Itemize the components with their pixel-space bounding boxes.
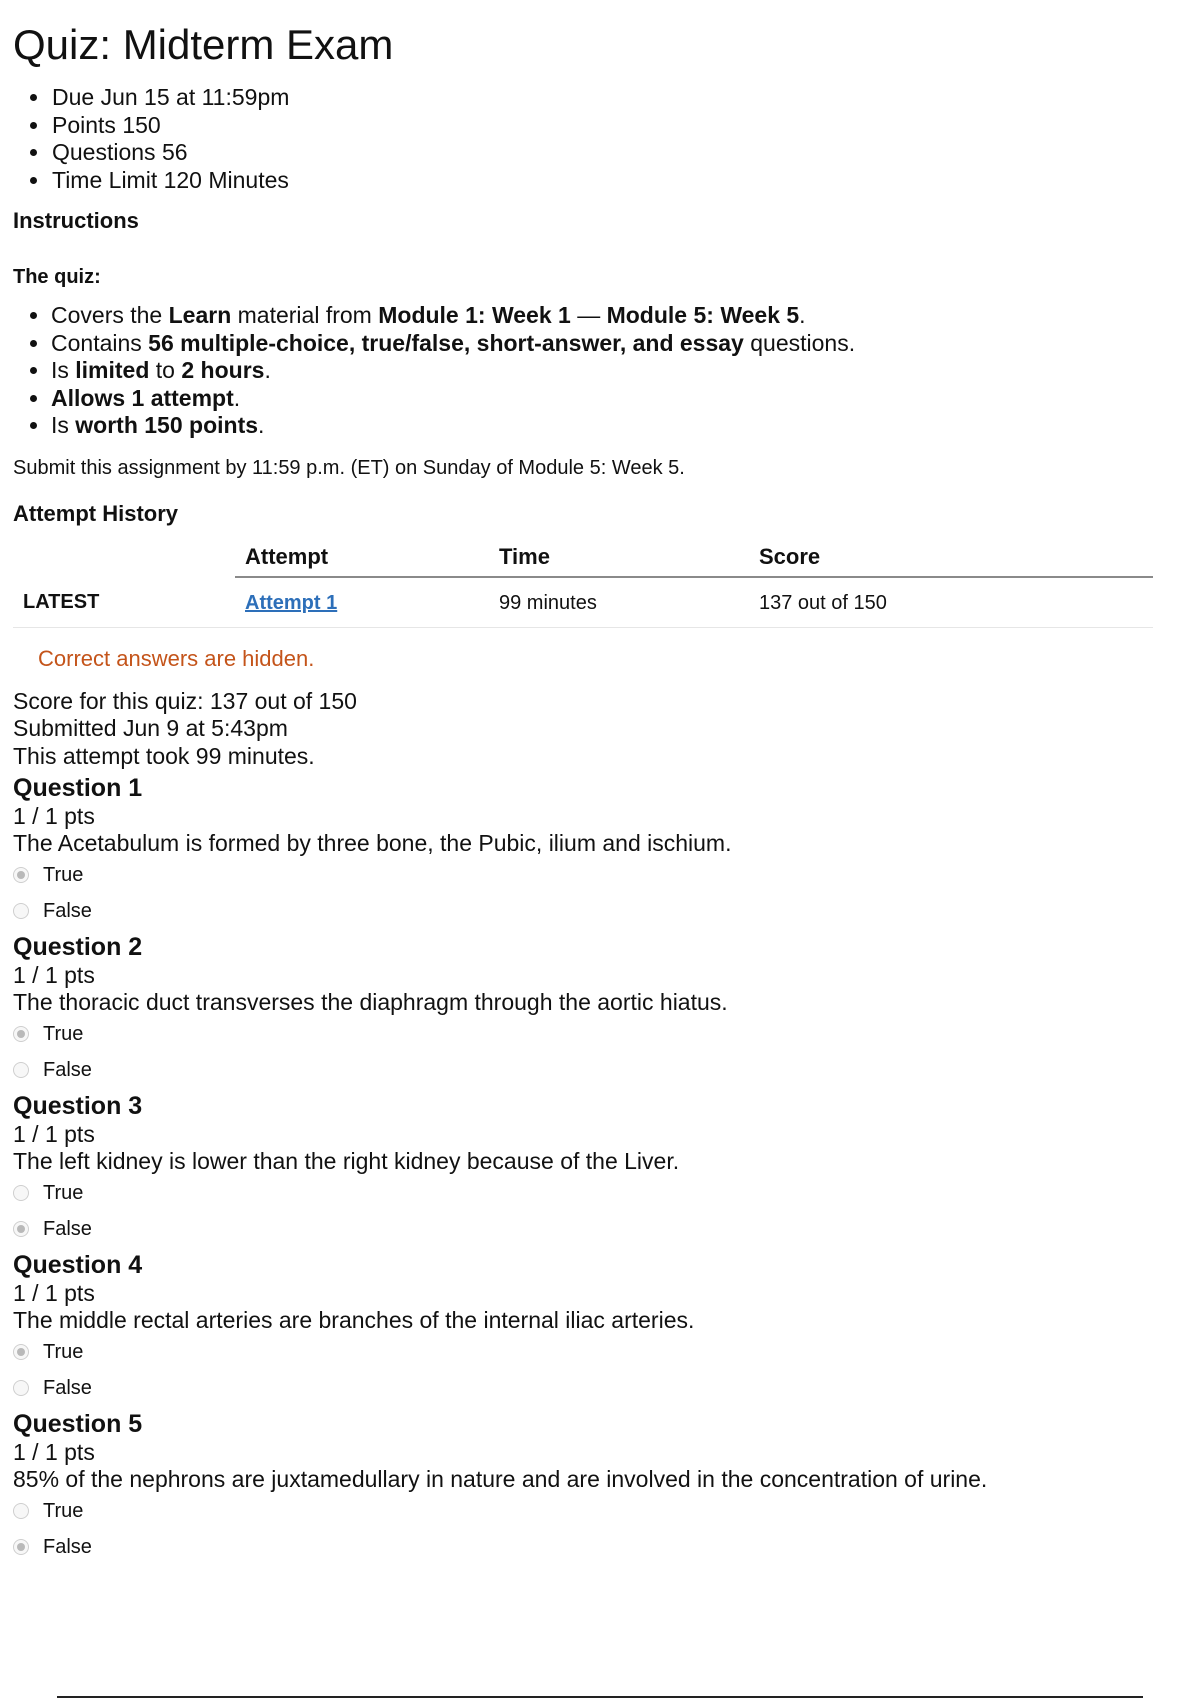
row-score: 137 out of 150 [749, 577, 1153, 628]
radio-unselected-icon[interactable] [13, 1062, 29, 1078]
instruction-text-run: to [149, 357, 182, 383]
radio-selected-icon[interactable] [13, 1026, 29, 1042]
correct-answers-hidden-note: Correct answers are hidden. [38, 645, 315, 671]
question-5 [13, 1409, 1173, 1565]
instruction-text-run: limited [75, 357, 150, 383]
answer-option-false[interactable] [13, 1529, 1173, 1565]
instruction-text-run: questions. [743, 329, 856, 356]
row-time: 99 minutes [489, 577, 749, 628]
instruction-text-run: Module 5: Week 5 [606, 302, 800, 328]
answer-option-true[interactable] [13, 857, 1173, 893]
question-title: Question 5 [13, 1410, 143, 1438]
radio-selected-icon[interactable] [13, 1539, 29, 1555]
question-text: The Acetabulum is formed by three bone, the Pubic, ilium and ischium. [13, 830, 732, 856]
answer-option-true[interactable] [13, 1016, 1173, 1052]
instruction-item [51, 412, 1173, 440]
instructions-list [13, 302, 1173, 440]
question-points: 1 / 1 pts [13, 1121, 95, 1147]
answer-label: True [43, 1340, 84, 1363]
instruction-text-run: Covers the [51, 302, 169, 328]
instruction-text-run: . [258, 412, 265, 438]
answer-option-true[interactable] [13, 1334, 1173, 1370]
table-row [13, 577, 1153, 628]
answer-option-true[interactable] [13, 1493, 1173, 1529]
answer-label: True [43, 1022, 84, 1045]
question-3 [13, 1091, 1173, 1247]
radio-selected-icon[interactable] [13, 1221, 29, 1237]
answer-label: False [43, 1217, 92, 1240]
quiz-meta-list [13, 84, 1173, 194]
attempt-history-heading: Attempt History [13, 500, 179, 526]
question-points: 1 / 1 pts [13, 803, 95, 829]
question-points: 1 / 1 pts [13, 1439, 95, 1465]
instruction-text-run: . [233, 384, 241, 411]
question-title: Question 3 [13, 1092, 143, 1120]
questions-list [13, 773, 1173, 1565]
radio-unselected-icon[interactable] [13, 1185, 29, 1201]
quiz-page [13, 0, 1173, 1565]
instruction-text-run: — [570, 302, 607, 328]
answer-label: True [43, 1499, 84, 1522]
header-time: Time [489, 537, 749, 577]
table-header-row [13, 537, 1153, 577]
radio-selected-icon[interactable] [13, 1344, 29, 1360]
question-title: Question 1 [13, 774, 143, 802]
answer-option-false[interactable] [13, 893, 1173, 929]
attempt-1-link[interactable]: Attempt 1 [245, 591, 338, 614]
instruction-text-run: worth 150 points [75, 412, 259, 438]
answer-label: False [43, 1376, 92, 1399]
summary-submitted: Submitted Jun 9 at 5:43pm [13, 715, 288, 741]
instruction-text-run: . [799, 302, 806, 328]
submit-note: Submit this assignment by 11:59 p.m. (ET) on Sunday of Module 5: Week 5. [13, 456, 685, 479]
question-text: The left kidney is lower than the right kidney because of the Liver. [13, 1148, 680, 1174]
answer-option-false[interactable] [13, 1211, 1173, 1247]
answer-label: False [43, 899, 92, 922]
answer-label: True [43, 863, 84, 886]
question-points: 1 / 1 pts [13, 962, 95, 988]
instruction-item [51, 302, 1173, 330]
instructions-heading: Instructions [13, 208, 139, 233]
answer-option-false[interactable] [13, 1370, 1173, 1406]
header-blank [13, 537, 235, 577]
instruction-item [51, 385, 1173, 413]
summary-score: Score for this quiz: 137 out of 150 [13, 687, 357, 714]
instruction-text-run: . [264, 357, 271, 383]
radio-selected-icon[interactable] [13, 867, 29, 883]
question-2 [13, 932, 1173, 1088]
attempt-history-table [13, 537, 1153, 628]
question-points: 1 / 1 pts [13, 1280, 95, 1306]
radio-unselected-icon[interactable] [13, 1380, 29, 1396]
quiz-summary [13, 688, 1173, 771]
radio-unselected-icon[interactable] [13, 903, 29, 919]
instruction-item [51, 330, 1173, 358]
bottom-divider [57, 1696, 1143, 1698]
instructions-subheading: The quiz: [13, 266, 101, 288]
answer-label: True [43, 1181, 84, 1204]
summary-duration: This attempt took 99 minutes. [13, 742, 315, 769]
question-4 [13, 1250, 1173, 1406]
question-1 [13, 773, 1173, 929]
page-title: Quiz: Midterm Exam [13, 21, 394, 68]
instruction-text-run: 56 multiple-choice, true/false, short-answer, and essay [148, 329, 744, 356]
answer-option-true[interactable] [13, 1175, 1173, 1211]
instruction-text-run: Module 1: Week 1 [378, 302, 571, 328]
meta-points: • Points 150 [51, 112, 1173, 140]
answer-label: False [43, 1058, 92, 1081]
meta-questions: • Questions 56 [51, 139, 1173, 167]
instruction-item [51, 357, 1173, 385]
question-text: 85% of the nephrons are juxtamedullary in nature and are involved in the concentration of urine. [13, 1466, 988, 1492]
meta-due: • Due Jun 15 at 11:59pm [51, 84, 1173, 112]
instruction-text-run: Is [51, 412, 76, 438]
instruction-text-run: 2 hours [181, 357, 265, 383]
instruction-text-run: Learn [168, 302, 232, 328]
instruction-text-run: material from [231, 302, 379, 328]
header-attempt: Attempt [235, 537, 489, 577]
answer-label: False [43, 1535, 92, 1558]
question-title: Question 2 [13, 933, 143, 961]
radio-unselected-icon[interactable] [13, 1503, 29, 1519]
question-text: The middle rectal arteries are branches of the internal iliac arteries. [13, 1307, 695, 1333]
row-attempt-cell [235, 577, 489, 628]
question-text: The thoracic duct transverses the diaphragm through the aortic hiatus. [13, 989, 728, 1015]
meta-time-limit: • Time Limit 120 Minutes [51, 167, 1173, 195]
header-score: Score [749, 537, 1153, 577]
instruction-text-run: Contains [51, 329, 149, 356]
instruction-text-run: Is [51, 357, 76, 383]
answer-option-false[interactable] [13, 1052, 1173, 1088]
instruction-text-run: Allows 1 attempt [51, 384, 234, 411]
row-latest-label: LATEST [13, 577, 235, 628]
question-title: Question 4 [13, 1251, 143, 1279]
